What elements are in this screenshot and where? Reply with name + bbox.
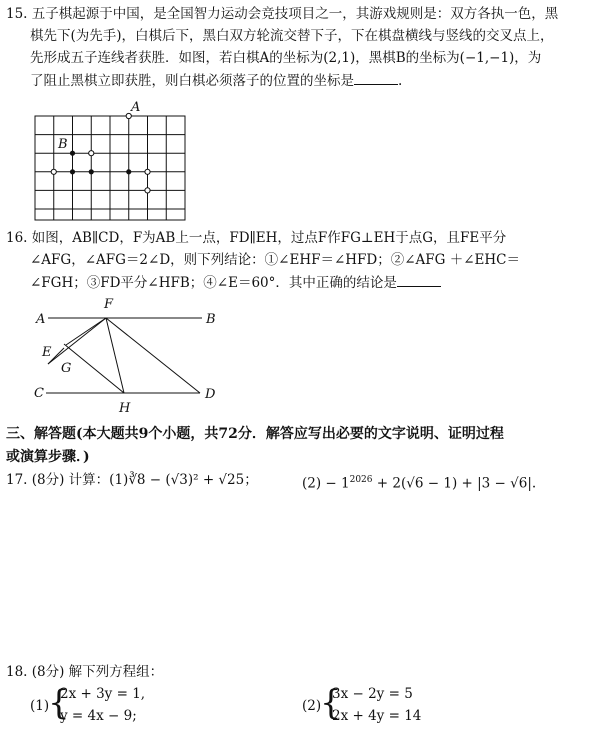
label-B: B — [206, 312, 216, 327]
q16-line1: 16. 如图，AB∥CD，F为AB上一点，FD∥EH，过点F作FG⊥EH于点G，且FE平分 — [6, 230, 507, 246]
white-stone — [51, 169, 56, 174]
q17-expr2b: + 2(√6 − 1) + |3 − √6|. — [372, 475, 537, 492]
q17-expr1: ∛8 − (√3)² + √25； — [128, 472, 258, 488]
q17-exponent: 2026 — [349, 475, 373, 485]
left-brace: { — [48, 683, 70, 723]
q18-p1-eq1: 2x + 3y = 1, — [60, 686, 146, 702]
q18-p1-label: (1) — [30, 698, 50, 714]
q15-line2: 棋先下(为先手)，白棋后下，黑白双方轮流交替下子，下在棋盘横线与竖线的交叉点上， — [30, 28, 554, 44]
q15-line4 — [30, 70, 402, 91]
q18-p2-label: (2) — [302, 698, 322, 714]
q17-prefix: 17. (8分) 计算：(1) — [6, 472, 129, 488]
q16-line2: ∠AFG，∠AFG＝2∠D，则下列结论：①∠EHF＝∠HFD；②∠AFG ＋∠EHC＝ — [30, 252, 521, 268]
white-stone — [145, 188, 150, 193]
geometry-figure — [28, 294, 228, 420]
q16-line3 — [30, 272, 441, 293]
black-stone — [89, 169, 94, 174]
label-A: A — [131, 100, 141, 115]
q15-line4-text: 了阻止黑棋立即获胜，则白棋必须落子的位置的坐标是 — [30, 73, 354, 89]
q18-p2-eq1: 3x − 2y = 5 — [332, 686, 413, 702]
label-D: D — [205, 387, 216, 402]
q15-line3: 先形成五子连线者获胜．如图，若白棋A的坐标为(2,1)，黑棋B的坐标为(−1,−1)，为 — [30, 50, 542, 66]
q18-title: 18. (8分) 解下列方程组： — [6, 664, 164, 680]
label-F: F — [104, 297, 114, 312]
label-H: H — [119, 401, 131, 416]
q18-system-2 — [302, 684, 502, 728]
q18-p1-eq2: y = 4x − 9; — [60, 708, 137, 724]
q17-part2 — [302, 470, 536, 494]
q18-system-1 — [30, 684, 230, 728]
q15-line4-end: . — [398, 73, 403, 89]
label-A: A — [36, 312, 46, 327]
section3-heading-line2: 或演算步骤．) — [6, 449, 90, 465]
label-B: B — [58, 137, 68, 152]
label-E: E — [42, 345, 52, 360]
label-C: C — [34, 386, 44, 401]
black-stone-B — [70, 151, 75, 156]
q16-line3-text: ∠FGH；③FD平分∠HFB；④∠E＝60°．其中正确的结论是 — [30, 275, 397, 291]
answer-blank — [397, 272, 441, 287]
white-stone — [145, 169, 150, 174]
q18-p2-eq2: 2x + 4y = 14 — [332, 708, 422, 724]
q15-line1: 15. 五子棋起源于中国，是全国智力运动会竞技项目之一，其游戏规则是：双方各执一色，黑 — [6, 6, 559, 22]
figure-lines — [46, 318, 202, 393]
q17-part1 — [6, 470, 258, 490]
answer-blank — [354, 70, 398, 85]
black-stone — [126, 169, 131, 174]
q17-expr2a: (2) − 1 — [302, 475, 350, 492]
board-grid — [35, 116, 185, 220]
section3-heading-line1: 三、解答题(本大题共9个小题，共72分．解答应写出必要的文字说明、证明过程 — [6, 426, 504, 442]
black-stone — [70, 169, 75, 174]
go-board-figure — [30, 96, 200, 224]
left-brace: { — [320, 683, 342, 723]
white-stone — [89, 151, 94, 156]
label-G: G — [61, 361, 72, 376]
